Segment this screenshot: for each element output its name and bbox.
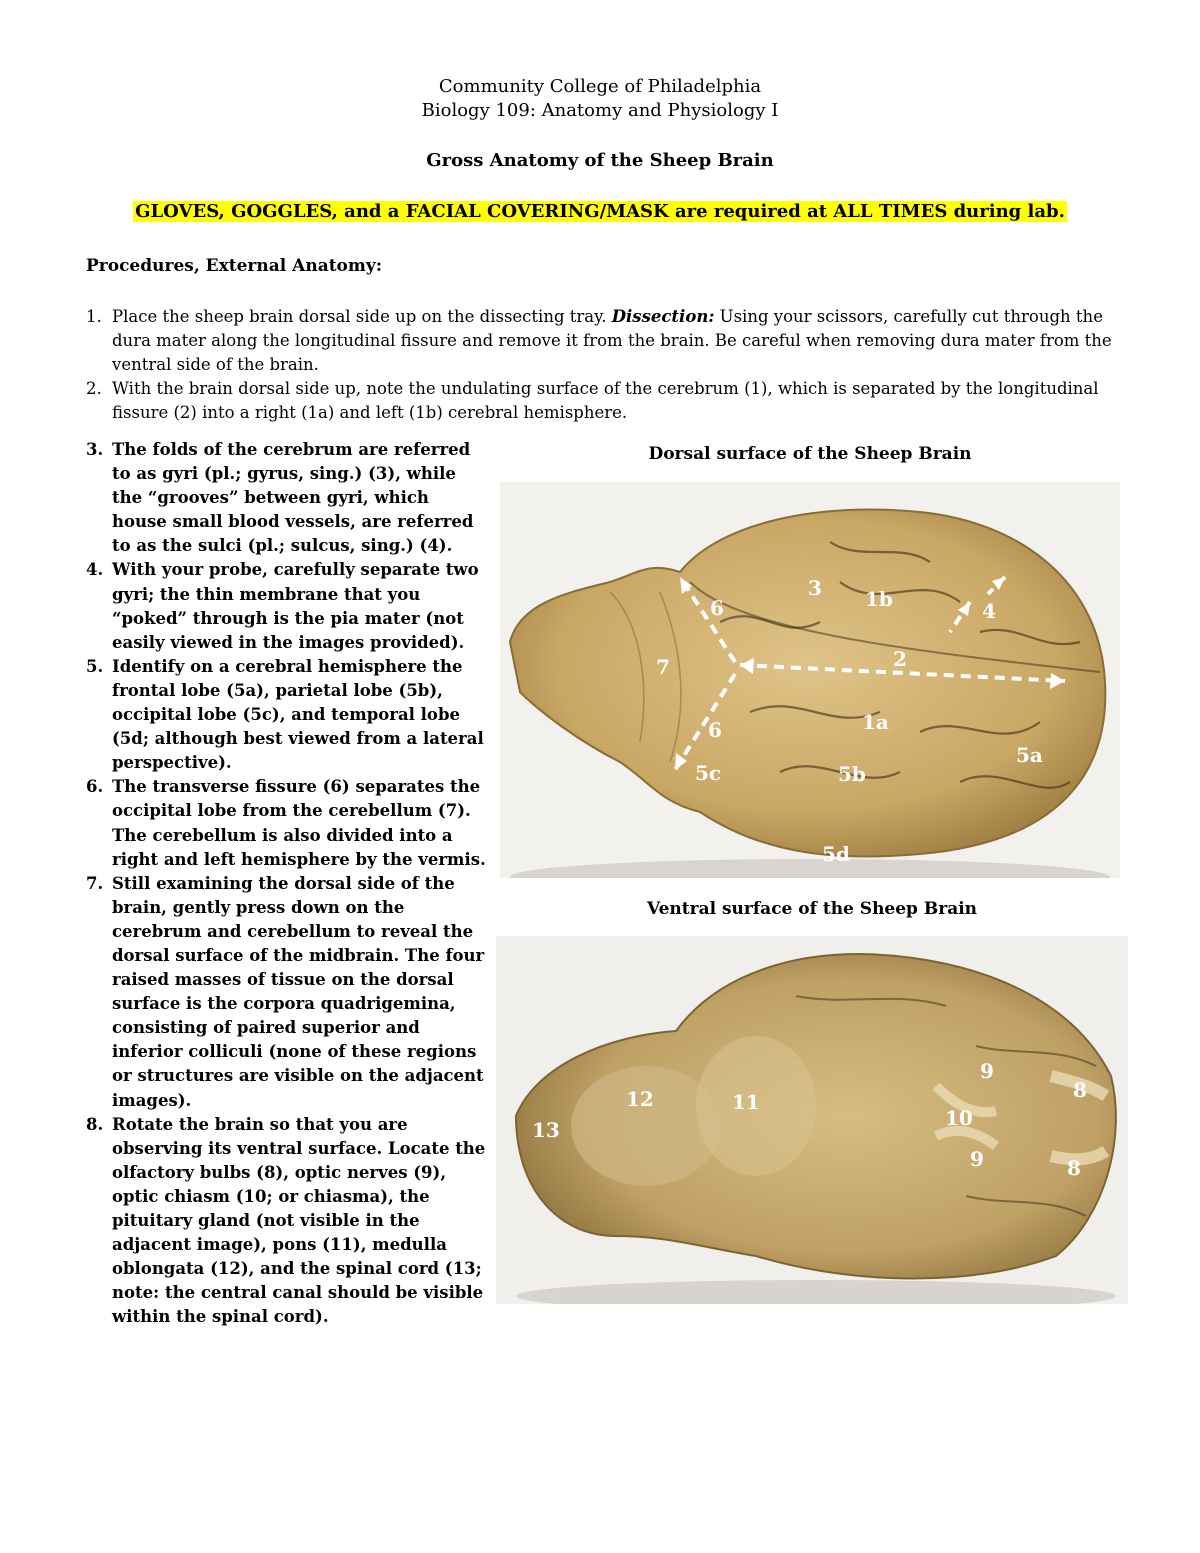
label-transverse-fissure-lower: 6 (708, 718, 722, 742)
label-optic-nerve-lower: 9 (970, 1147, 984, 1171)
label-optic-nerve-upper: 9 (980, 1059, 994, 1083)
label-spinal-cord: 13 (532, 1118, 560, 1142)
label-olfactory-bulb-lower: 8 (1067, 1156, 1081, 1180)
item-number: 8. (86, 1114, 104, 1134)
ventral-brain-image (496, 936, 1128, 1304)
item-text: Place the sheep brain dorsal side up on the dissecting tray. (112, 307, 612, 326)
procedure-item-4 (86, 558, 486, 654)
item-number: 3. (86, 440, 104, 459)
label-optic-chiasm: 10 (945, 1106, 973, 1130)
item-text: Identify on a cerebral hemisphere the frontal lobe (5a), parietal lobe (5b), occipital lobe (5c), and temporal lobe (5d; although best viewed from a lateral perspective). (112, 656, 484, 773)
course-title: Biology 109: Anatomy and Physiology I (421, 100, 779, 121)
item-number: 7. (86, 873, 104, 893)
dorsal-caption: Dorsal surface of the Sheep Brain (648, 444, 972, 464)
label-pons: 11 (732, 1090, 760, 1114)
procedure-item-6 (86, 775, 486, 871)
item-number: 6. (86, 777, 104, 797)
label-parietal-lobe: 5b (838, 762, 866, 786)
procedure-list-left (86, 438, 486, 1329)
label-frontal-lobe: 5a (1016, 743, 1043, 767)
procedure-item-7 (86, 872, 486, 1113)
item-text: Still examining the dorsal side of the brain, gently press down on the cerebrum and cerebellum to reveal the dorsal surface of the midbrain. The four raised masses of tissue on the dorsal surface is the corpora quadrigemina, consisting of paired superior and inferior colliculi (none of these regions or structures are visible on the adjacent images). (112, 873, 485, 1110)
item-text: With your probe, carefully separate two gyri; the thin membrane that you “poked” through is the pia mater (not easily viewed in the images provided). (112, 560, 479, 652)
ventral-caption: Ventral surface of the Sheep Brain (646, 899, 978, 919)
label-longitudinal-fissure: 2 (893, 647, 907, 671)
label-occipital-lobe: 5c (695, 761, 722, 785)
procedure-item-2 (86, 377, 1126, 425)
procedure-item-8 (86, 1113, 486, 1330)
label-temporal-lobe: 5d (822, 842, 850, 866)
item-text: The folds of the cerebrum are referred to as gyri (pl.; gyrus, sing.) (3), while the “grooves” between gyri, which house small blood vessels, are referred to as the sulci (pl.; sulcus, sing.) (4). (112, 440, 474, 556)
label-transverse-fissure-upper: 6 (710, 596, 724, 620)
section-title: Procedures, External Anatomy: (86, 256, 383, 276)
label-gyri: 3 (808, 576, 822, 600)
item-text: With the brain dorsal side up, note the undulating surface of the cerebrum (1), which is separated by the longitudinal fissure (2) into a right (1a) and left (1b) cerebral hemisphere. (112, 379, 1099, 422)
item-number: 2. (86, 379, 102, 398)
item-emphasis: Dissection: (611, 307, 715, 326)
label-right-hemisphere: 1a (862, 710, 889, 734)
procedure-item-5 (86, 655, 486, 775)
document-title: Gross Anatomy of the Sheep Brain (426, 150, 774, 171)
item-text: Rotate the brain so that you are observing its ventral surface. Locate the olfactory bulbs (8), optic nerves (9), optic chiasm (10; or chiasma), the pituitary gland (not visible in the adjacent image), pons (11), medulla oblongata (12), and the spinal cord (13; note: the central canal should be visible within the spinal cord). (112, 1114, 486, 1327)
procedure-item-3 (86, 438, 486, 558)
procedure-item-1 (86, 305, 1126, 377)
item-number: 1. (86, 307, 102, 326)
label-left-hemisphere: 1b (865, 587, 893, 611)
label-olfactory-bulb-upper: 8 (1073, 1078, 1087, 1102)
safety-notice: GLOVES, GOGGLES, and a FACIAL COVERING/MASK are required at ALL TIMES during lab. (135, 201, 1065, 222)
item-number: 5. (86, 656, 104, 676)
label-cerebellum: 7 (656, 655, 670, 679)
item-text: The transverse fissure (6) separates the occipital lobe from the cerebellum (7). The cerebellum is also divided into a right and left hemisphere by the vermis. (112, 777, 486, 869)
item-text-cont: Using your scissors, carefully cut through the dura mater along the longitudinal fissure and remove it from the brain. Be careful when removing dura mater from the ventral side of the brain. (112, 307, 1112, 374)
label-medulla-oblongata: 12 (626, 1087, 654, 1111)
institution-name: Community College of Philadelphia (438, 76, 762, 97)
item-number: 4. (86, 560, 104, 580)
dorsal-brain-image (500, 482, 1120, 878)
label-sulci: 4 (982, 599, 996, 623)
procedure-list-top (86, 305, 1126, 425)
